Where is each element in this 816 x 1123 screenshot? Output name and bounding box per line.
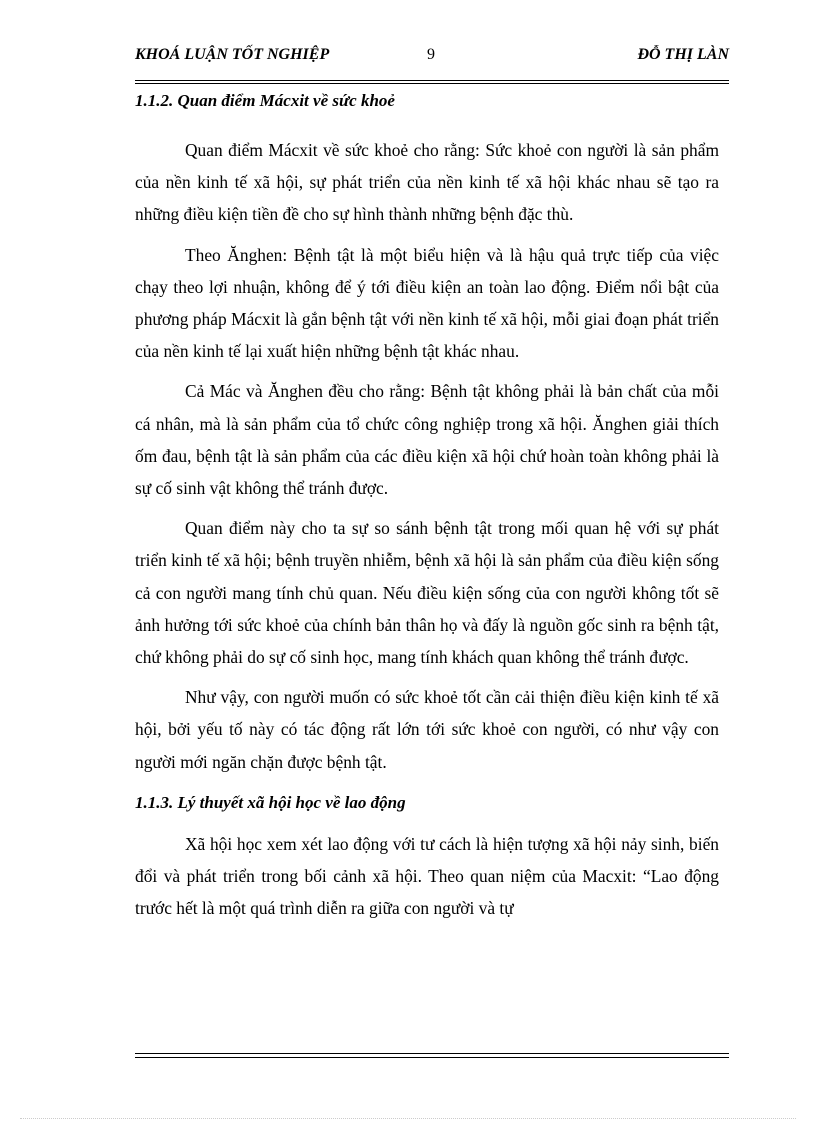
section-heading-1-1-3: 1.1.3. Lý thuyết xã hội học về lao động bbox=[135, 792, 406, 812]
header-page-number: 9 bbox=[427, 46, 435, 63]
paragraph: Cả Mác và Ănghen đều cho rằng: Bệnh tật không phải là bản chất của mỗi cá nhân, mà là sản phẩm của tổ chức công nghiệp trong xã hội. Ănghen giải thích ốm đau, bệnh tật là sản phẩm của các điều kiện xã hội chứ hoàn toàn không phải là sự cố sinh vật không thể tránh được. bbox=[135, 381, 719, 499]
page-header bbox=[135, 46, 729, 70]
footer-rule-top bbox=[135, 1053, 729, 1054]
paragraph: Như vậy, con người muốn có sức khoẻ tốt cần cải thiện điều kiện kinh tế xã hội, bởi yếu tố này có tác động rất lớn tới sức khoẻ con người, có như vậy con người mới ngăn chặn được bệnh tật. bbox=[135, 687, 719, 772]
footer-rule-bottom bbox=[135, 1057, 729, 1058]
paragraph: Quan điểm Mácxit về sức khoẻ cho rằng: Sức khoẻ con người là sản phẩm của nền kinh tế xã hội, sự phát triển của nền kinh tế xã hội khác nhau sẽ tạo ra những điều kiện tiền đề cho sự hình thành những bệnh đặc thù. bbox=[135, 140, 719, 225]
paragraph: Xã hội học xem xét lao động với tư cách là hiện tượng xã hội nảy sinh, biến đổi và phát triển trong bối cảnh xã hội. Theo quan niệm của Macxit: “Lao động trước hết là một quá trình diễn ra giữa con người và tự bbox=[135, 833, 719, 919]
page-body bbox=[135, 88, 719, 924]
header-thesis-title: KHOÁ LUẬN TỐT NGHIỆP bbox=[135, 46, 330, 63]
header-rule-bottom bbox=[135, 83, 729, 84]
paragraph: Theo Ănghen: Bệnh tật là một biểu hiện và là hậu quả trực tiếp của việc chạy theo lợi nhuận, không để ý tới điều kiện an toàn lao động. Điểm nổi bật của phương pháp Mácxit là gắn bệnh tật với nền kinh tế xã hội, mỗi giai đoạn phát triển của nền kinh tế lại xuất hiện những bệnh tật khác nhau. bbox=[135, 244, 719, 362]
header-rule-top bbox=[135, 80, 729, 81]
section-heading-1-1-2: 1.1.2. Quan điểm Mácxit về sức khoẻ bbox=[135, 91, 395, 110]
paragraph: Quan điểm này cho ta sự so sánh bệnh tật trong mối quan hệ với sự phát triển kinh tế xã hội; bệnh truyền nhiễm, bệnh xã hội là sản phẩm của điều kiện sống cả con người mang tính chủ quan. Nếu điều kiện sống của con người không tốt sẽ ảnh hưởng tới sức khoẻ của chính bản thân họ và đấy là nguồn gốc sinh ra bệnh tật, chứ không phải do sự cố sinh học, mang tính khách quan không thể tránh được. bbox=[135, 518, 719, 668]
page-bottom-dotted-line bbox=[20, 1118, 796, 1119]
header-author-name: ĐỖ THỊ LÀN bbox=[637, 46, 729, 63]
